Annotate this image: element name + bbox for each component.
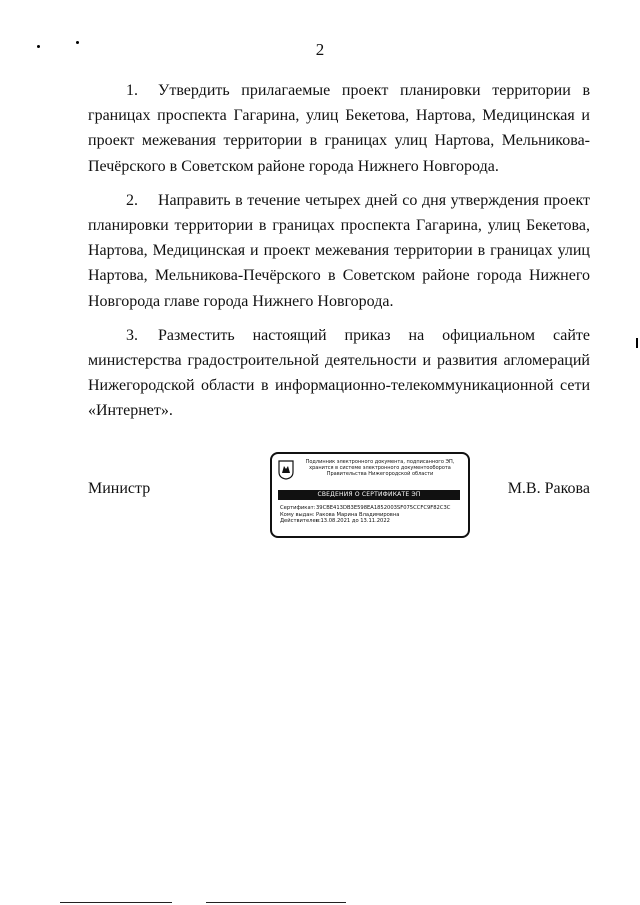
paragraph-text: Направить в течение четырех дней со дня утверждения проект планировки территории в границах проспекта Гагарина, улиц Бекетова, Нартова, Медицинская и проект межевания территории в границах улиц Нартова, Мельникова-Печёрского в Советском районе города Нижнего Новгорода главе города Нижнего Новгорода. <box>88 191 590 310</box>
validity-value: с 13.08.2021 до 13.11.2022 <box>316 518 390 525</box>
stamp-details <box>280 505 464 525</box>
paragraph-text: Утвердить прилагаемые проект планировки территории в границах проспекта Гагарина, улиц Бекетова, Нартова, Медицинская и проект межевания территории в границах улиц Нартова, Мельникова-Печёрского в Советском районе города Нижнего Новгорода. <box>88 82 590 175</box>
footer-rule <box>60 902 172 903</box>
document-body <box>88 78 590 433</box>
paragraph-number: 1. <box>126 82 138 99</box>
electronic-signature-stamp <box>270 452 470 538</box>
issued-to-value: Ракова Марина Владимировна <box>316 511 400 518</box>
stamp-title: СВЕДЕНИЯ О СЕРТИФИКАТЕ ЭП <box>278 490 460 500</box>
scan-mark-dot <box>636 338 638 348</box>
signatory-position: Министр <box>88 480 151 497</box>
paragraph-3 <box>88 323 590 424</box>
paragraph-1 <box>88 78 590 179</box>
paragraph-2 <box>88 188 590 314</box>
certificate-value: 39CBE413DB3E598EA1852003SF075CCFC9F82C3C <box>316 505 451 511</box>
page-number: 2 <box>315 40 325 59</box>
certificate-label: Сертификат: <box>280 505 316 511</box>
signatory-name: М.В. Ракова <box>507 480 590 497</box>
coat-of-arms-icon <box>278 460 294 480</box>
paragraph-number: 2. <box>126 191 138 209</box>
stamp-header-line: Подлинник электронного документа, подписанного ЭП, <box>305 459 455 465</box>
footer-rule <box>206 902 346 903</box>
paragraph-number: 3. <box>126 326 138 344</box>
stamp-header-line: хранится в системе электронного документооборота <box>309 465 451 471</box>
stamp-header <box>298 459 462 477</box>
issued-to-label: Кому выдан: <box>280 511 315 518</box>
certificate-row <box>280 505 464 512</box>
validity-row <box>280 518 464 525</box>
paragraph-text: Разместить настоящий приказ на официальном сайте министерства градостроительной деятельности и развития агломераций Нижегородской области в информационно-телекоммуникационной сети «Интернет». <box>88 326 590 420</box>
validity-label: Действителен: <box>280 518 321 525</box>
stamp-header-line: Правительства Нижегородской области <box>326 471 434 477</box>
